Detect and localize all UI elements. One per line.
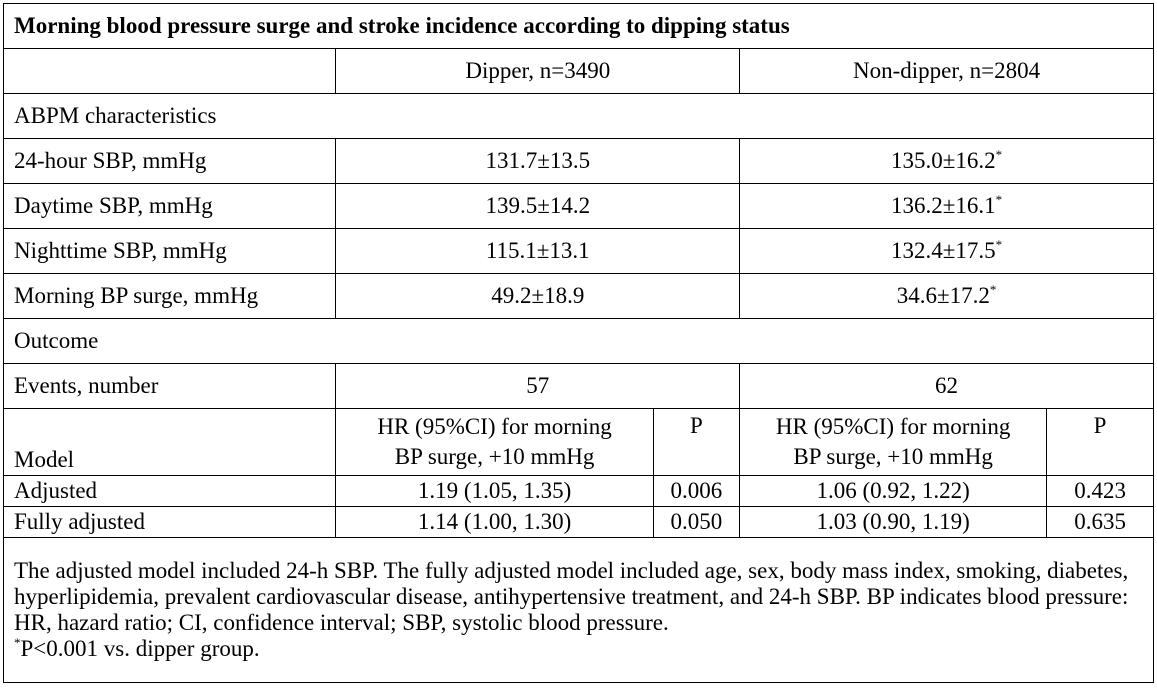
hr-header-line2: BP surge, +10 mmHg bbox=[394, 444, 595, 469]
row-label: Fully adjusted bbox=[4, 507, 336, 538]
row-label: Daytime SBP, mmHg bbox=[4, 184, 336, 229]
significance-mark: * bbox=[995, 147, 1003, 162]
nondipper-value: 34.6±17.2 bbox=[896, 283, 990, 308]
nondipper-p: 0.423 bbox=[1047, 476, 1154, 507]
significance-mark: * bbox=[995, 192, 1003, 207]
footnote-mark: * bbox=[14, 635, 21, 650]
section-row-outcome bbox=[4, 319, 1154, 364]
nondipper-value-cell bbox=[740, 184, 1154, 229]
footnote-row bbox=[4, 538, 1154, 683]
nondipper-value-cell bbox=[740, 139, 1154, 184]
dipper-hr: 1.19 (1.05, 1.35) bbox=[336, 476, 653, 507]
nondipper-value: 132.4±17.5 bbox=[890, 238, 996, 263]
dipper-events: 57 bbox=[336, 364, 740, 409]
row-label: 24-hour SBP, mmHg bbox=[4, 139, 336, 184]
dipper-header: Dipper, n=3490 bbox=[336, 49, 740, 94]
dipper-value: 49.2±18.9 bbox=[336, 274, 740, 319]
empty-header-cell bbox=[4, 49, 336, 94]
table-container bbox=[3, 3, 1154, 683]
significance-mark: * bbox=[989, 282, 997, 297]
nondipper-hr: 1.03 (0.90, 1.19) bbox=[740, 507, 1047, 538]
results-table bbox=[3, 3, 1154, 683]
footnote-cell bbox=[4, 538, 1154, 683]
model-header-row bbox=[4, 409, 1154, 476]
row-label: Events, number bbox=[4, 364, 336, 409]
events-row bbox=[4, 364, 1154, 409]
significance-mark: * bbox=[995, 237, 1003, 252]
nondipper-value-cell bbox=[740, 274, 1154, 319]
dipper-p-header: P bbox=[653, 409, 739, 476]
table-row bbox=[4, 507, 1154, 538]
dipper-p: 0.050 bbox=[653, 507, 739, 538]
nondipper-events: 62 bbox=[740, 364, 1154, 409]
table-row bbox=[4, 476, 1154, 507]
nondipper-value: 135.0±16.2 bbox=[890, 148, 996, 173]
nondipper-hr: 1.06 (0.92, 1.22) bbox=[740, 476, 1047, 507]
dipper-hr: 1.14 (1.00, 1.30) bbox=[336, 507, 653, 538]
model-label: Model bbox=[4, 409, 336, 476]
dipper-value: 115.1±13.1 bbox=[336, 229, 740, 274]
nondipper-p-header: P bbox=[1047, 409, 1154, 476]
section-label-outcome: Outcome bbox=[4, 319, 1154, 364]
nondipper-hr-header bbox=[740, 409, 1047, 476]
nondipper-p: 0.635 bbox=[1047, 507, 1154, 538]
footnote-mark-text: P<0.001 vs. dipper group. bbox=[20, 636, 260, 661]
dipper-p: 0.006 bbox=[653, 476, 739, 507]
nondipper-header: Non-dipper, n=2804 bbox=[740, 49, 1154, 94]
hr-header-line1: HR (95%CI) for morning bbox=[775, 414, 1011, 439]
table-row bbox=[4, 139, 1154, 184]
table-title: Morning blood pressure surge and stroke incidence according to dipping status bbox=[4, 4, 1154, 49]
dipper-value: 131.7±13.5 bbox=[336, 139, 740, 184]
section-label-abpm: ABPM characteristics bbox=[4, 94, 1154, 139]
row-label: Adjusted bbox=[4, 476, 336, 507]
footnote-text: The adjusted model included 24-h SBP. The fully adjusted model included age, sex, body mass index, smoking, diabetes, hyperlipidemia, prevalent cardiovascular disease, antihypertensive treatment, and 24-h SBP. BP indicates blood pressure: HR, hazard ratio; CI, confidence interval; SBP, systolic blood pressure. bbox=[14, 558, 1129, 635]
dipper-hr-header bbox=[336, 409, 653, 476]
group-header-row bbox=[4, 49, 1154, 94]
title-row bbox=[4, 4, 1154, 49]
row-label: Morning BP surge, mmHg bbox=[4, 274, 336, 319]
section-row-abpm bbox=[4, 94, 1154, 139]
hr-header-line1: HR (95%CI) for morning bbox=[377, 414, 612, 439]
nondipper-value: 136.2±16.1 bbox=[890, 193, 996, 218]
row-label: Nighttime SBP, mmHg bbox=[4, 229, 336, 274]
table-row bbox=[4, 229, 1154, 274]
dipper-value: 139.5±14.2 bbox=[336, 184, 740, 229]
nondipper-value-cell bbox=[740, 229, 1154, 274]
table-row bbox=[4, 184, 1154, 229]
table-row bbox=[4, 274, 1154, 319]
hr-header-line2: BP surge, +10 mmHg bbox=[793, 444, 993, 469]
